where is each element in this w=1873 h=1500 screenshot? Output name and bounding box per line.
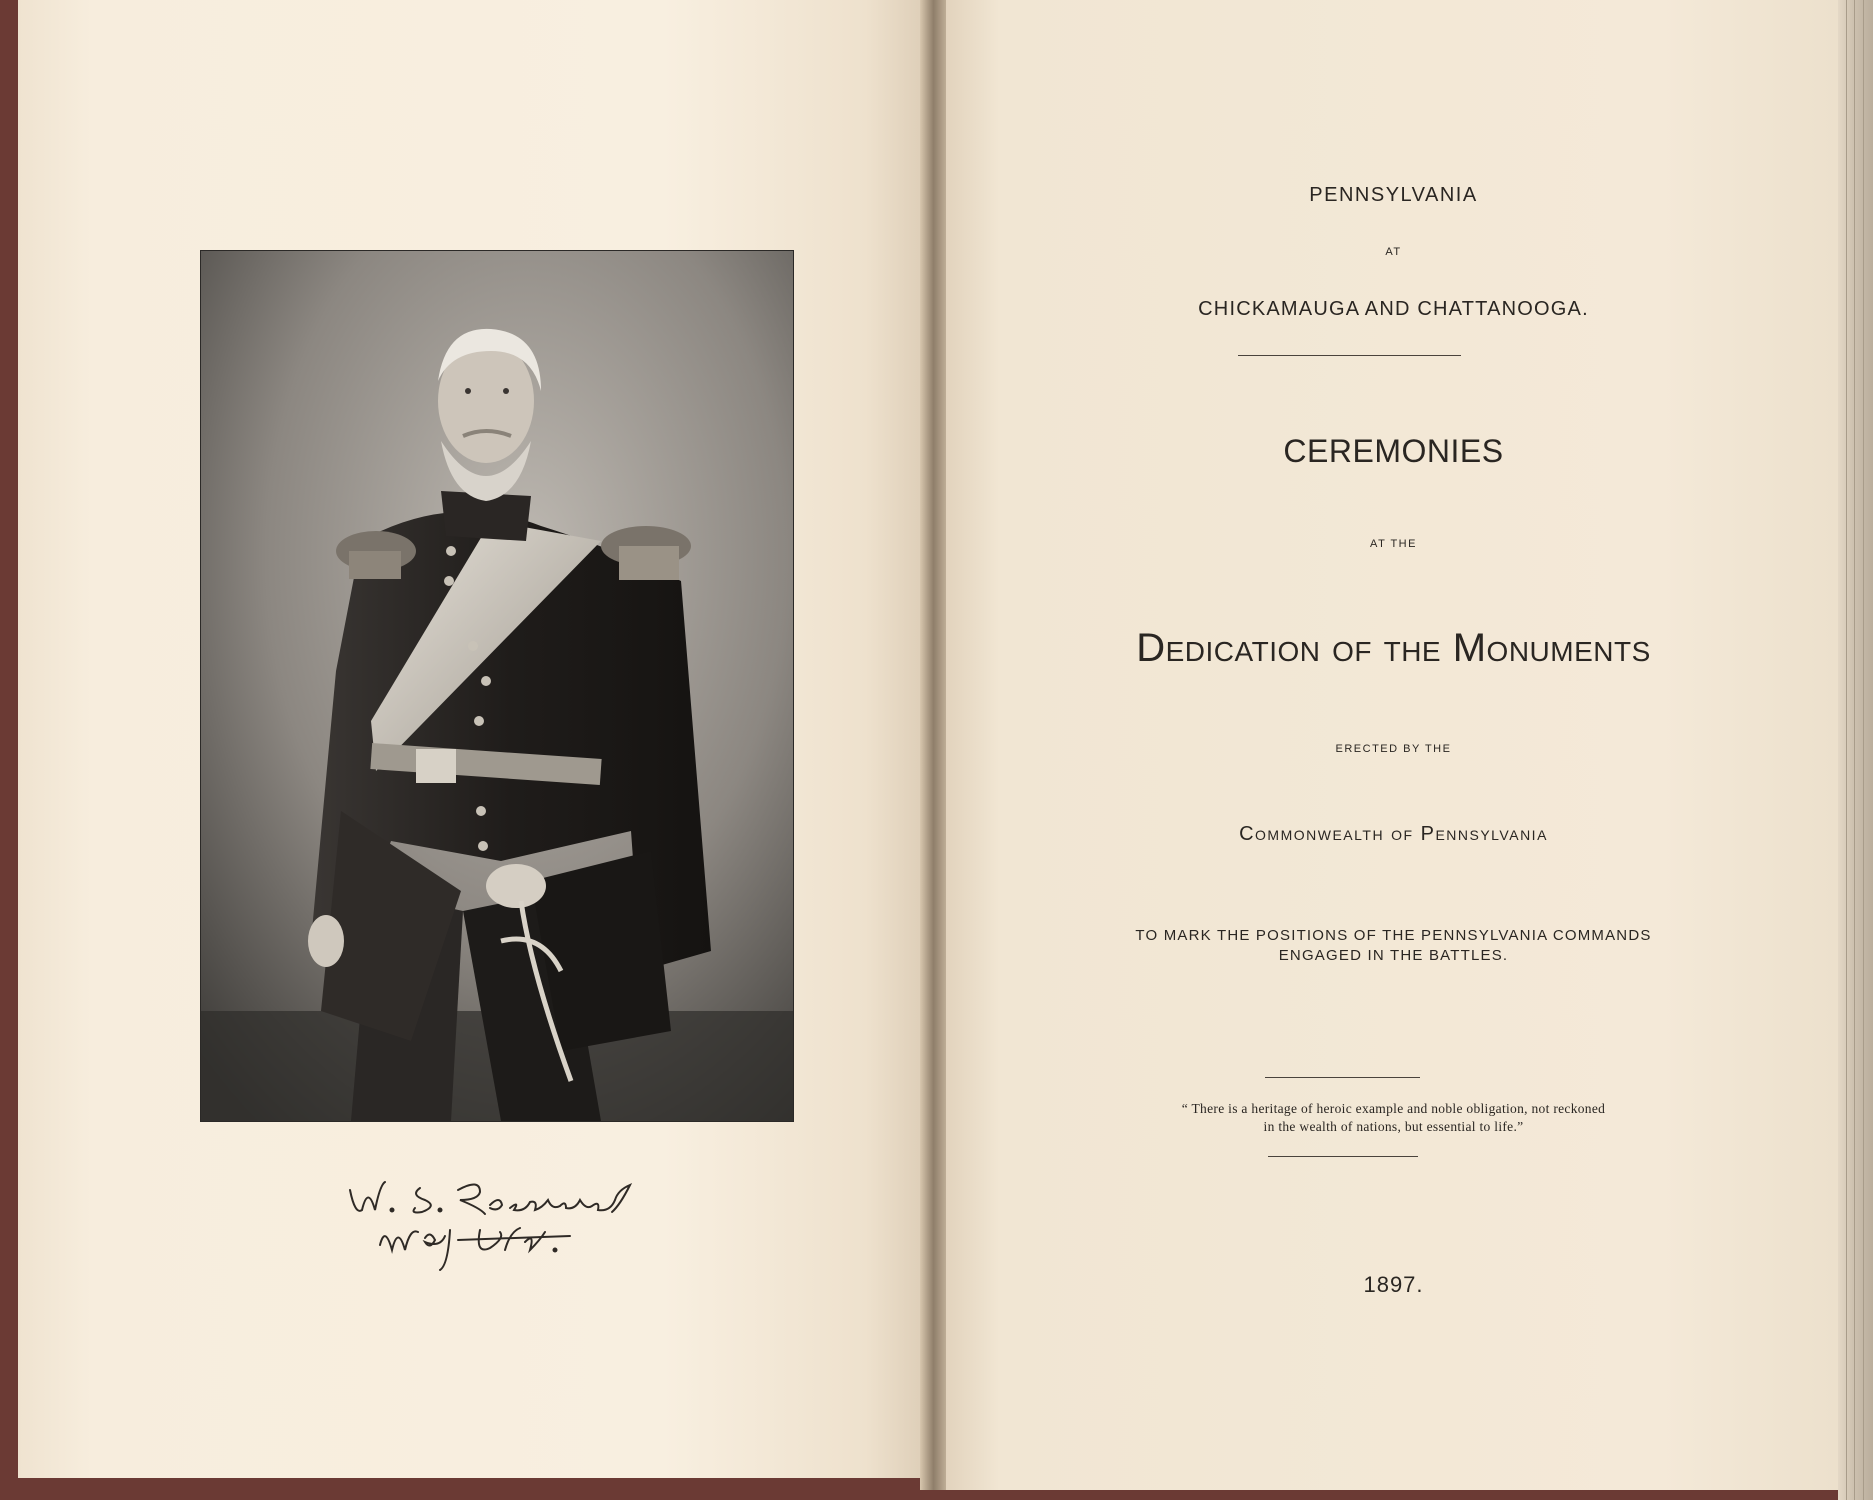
title-at-the: AT THE (1370, 538, 1417, 550)
signature (330, 1170, 670, 1280)
title-state: PENNSYLVANIA (1309, 184, 1478, 206)
page-edges (1838, 0, 1873, 1500)
title-at: AT (1385, 246, 1402, 258)
title-erected-by: ERECTED BY THE (1335, 743, 1452, 755)
title-commonwealth: Commonwealth of Pennsylvania (1239, 823, 1548, 845)
epigraph-quote (946, 1100, 1841, 1136)
quote-line-2: in the wealth of nations, but essential to life.” (1263, 1119, 1524, 1134)
quote-line-1: “ There is a heritage of heroic example and noble obligation, not reckoned (1181, 1101, 1606, 1116)
publication-year: 1897. (1363, 1272, 1424, 1297)
rule-quote-bottom (1268, 1156, 1418, 1157)
title-place: CHICKAMAUGA AND CHATTANOOGA. (1198, 298, 1589, 320)
rule-quote-top (1265, 1077, 1420, 1078)
portrait-image (201, 251, 793, 1121)
title-dedication: Dedication of the Monuments (1136, 626, 1651, 670)
purpose-line-2: ENGAGED IN THE BATTLES. (1278, 947, 1509, 964)
purpose-line-1: TO MARK THE POSITIONS OF THE PENNSYLVANIA COMMANDS (1135, 927, 1652, 944)
portrait-photograph (200, 250, 794, 1122)
title-ceremonies: CEREMONIES (1283, 433, 1504, 469)
rule-top (1238, 355, 1461, 356)
title-purpose (946, 926, 1841, 966)
